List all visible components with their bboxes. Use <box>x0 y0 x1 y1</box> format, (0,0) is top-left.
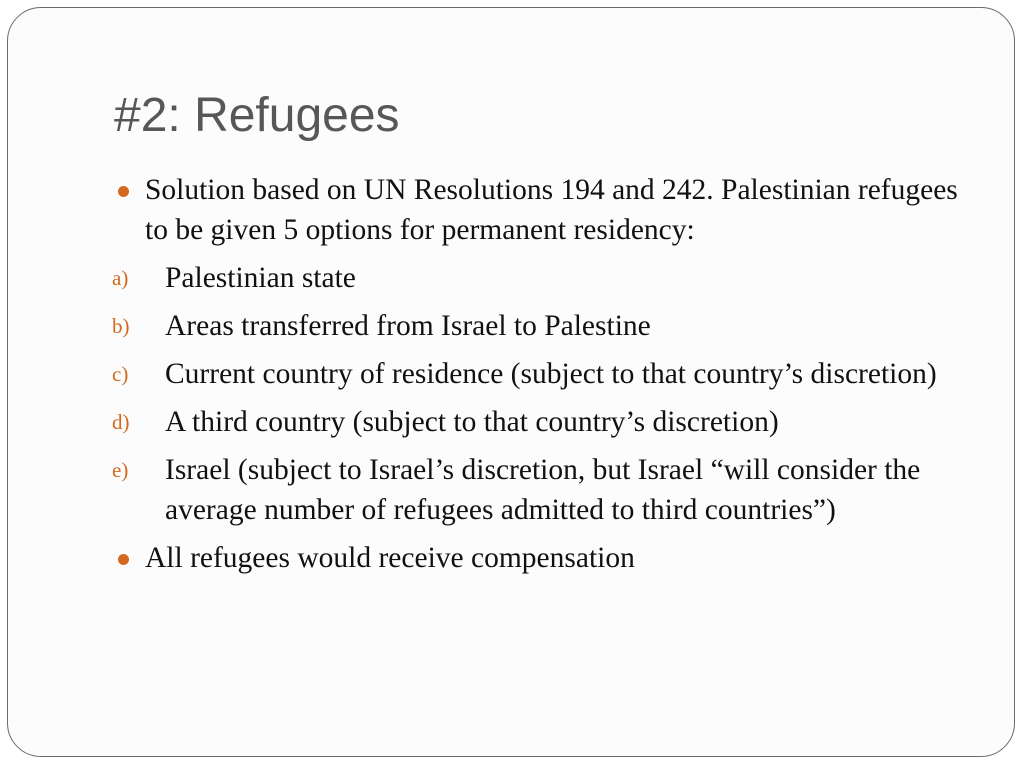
sub-item-marker: c) <box>112 362 129 386</box>
sub-item-d <box>108 402 968 442</box>
slide <box>7 7 1015 757</box>
slide-content <box>108 170 968 586</box>
sub-item-marker: b) <box>112 314 130 338</box>
bullet-text: All refugees would receive compensation <box>145 542 635 574</box>
bullet-item <box>108 170 968 250</box>
sub-item-text: A third country (subject to that country’s discretion) <box>165 406 779 438</box>
sub-item-text: Israel (subject to Israel’s discretion, but Israel “will consider the average number of refugees admitted to third countries”) <box>165 454 921 526</box>
sub-item-c <box>108 354 968 394</box>
sub-item-e <box>108 450 968 530</box>
sub-item-a <box>108 258 968 298</box>
bullet-dot-icon <box>118 554 129 565</box>
bullet-item <box>108 538 968 578</box>
sub-item-text: Palestinian state <box>165 262 356 294</box>
sub-item-marker: e) <box>112 458 129 482</box>
slide-title: #2: Refugees <box>114 89 400 142</box>
bullet-text: Solution based on UN Resolutions 194 and 242. Palestinian refugees to be given 5 options for permanent residency: <box>145 174 958 246</box>
sub-item-text: Current country of residence (subject to that country’s discretion) <box>165 358 937 390</box>
sub-item-b <box>108 306 968 346</box>
sub-item-marker: a) <box>112 266 129 290</box>
sub-item-marker: d) <box>112 410 130 434</box>
sub-item-text: Areas transferred from Israel to Palestine <box>165 310 651 342</box>
bullet-dot-icon <box>118 186 129 197</box>
